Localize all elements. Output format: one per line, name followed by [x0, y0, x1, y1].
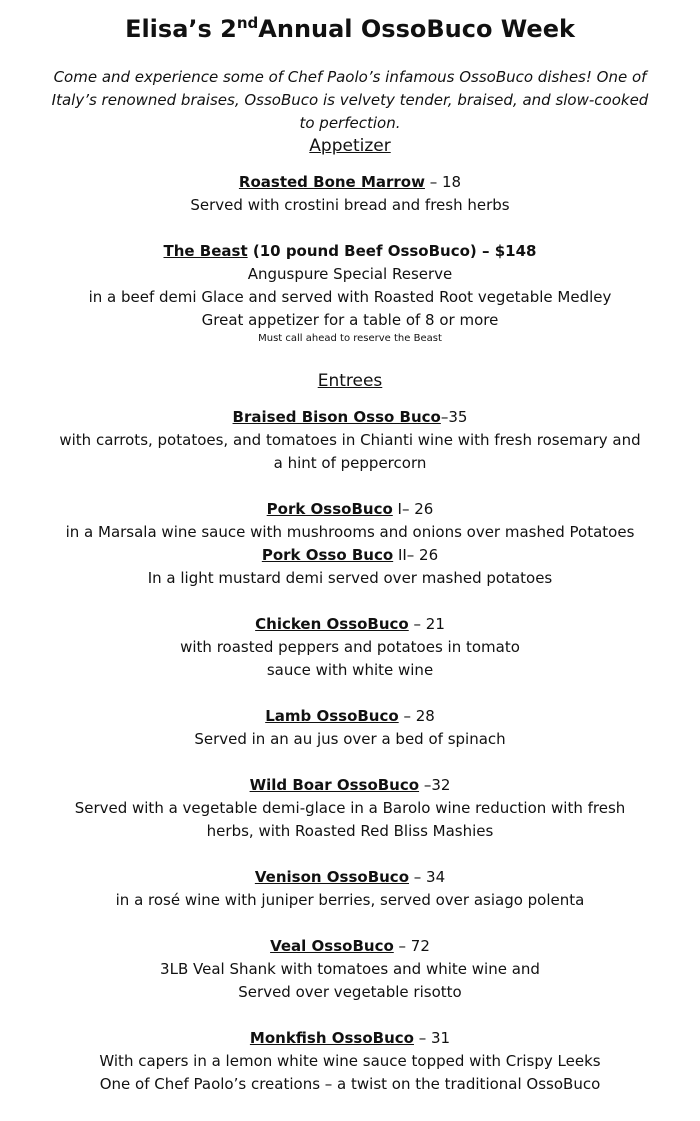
item-description: Great appetizer for a table of 8 or more	[201, 311, 499, 329]
menu-item-veal	[0, 935, 700, 1004]
item-heading	[0, 613, 700, 636]
menu-item-bison	[0, 406, 700, 475]
item-description: Served with a vegetable demi-glace in a Barolo wine reduction with fresh	[74, 799, 626, 817]
item-price: – 31	[413, 1029, 451, 1047]
menu-item-monkfish	[0, 1027, 700, 1096]
menu-item-roasted-bone-marrow	[0, 171, 700, 217]
item-price: – 72	[393, 937, 430, 955]
item-name: Veal OssoBuco	[270, 937, 394, 955]
item-heading	[0, 774, 700, 797]
item-heading	[0, 544, 700, 567]
item-price: (10 pound Beef OssoBuco) – $148	[247, 242, 537, 260]
item-description: sauce with white wine	[266, 661, 434, 679]
item-price: II– 26	[393, 546, 439, 564]
item-name: Pork OssoBuco	[266, 500, 393, 518]
menu-item-lamb	[0, 705, 700, 751]
item-heading	[0, 171, 700, 194]
item-note: Must call ahead to reserve the Beast	[258, 333, 442, 344]
entrees-heading: Entrees	[317, 371, 383, 391]
item-heading	[0, 866, 700, 889]
item-name: Wild Boar OssoBuco	[249, 776, 420, 794]
item-description: in a beef demi Glace and served with Roasted Root vegetable Medley	[88, 288, 612, 306]
item-heading	[0, 935, 700, 958]
item-price: I– 26	[392, 500, 434, 518]
item-price: – 28	[398, 707, 435, 725]
item-price: – 34	[409, 868, 446, 886]
item-description: in a rosé wine with juniper berries, served over asiago polenta	[115, 891, 585, 909]
item-description: a hint of peppercorn	[273, 454, 427, 472]
item-description: Served with crostini bread and fresh herbs	[190, 196, 510, 214]
menu-item-wild-boar	[0, 774, 700, 843]
menu-item-venison	[0, 866, 700, 912]
item-name: Monkfish OssoBuco	[249, 1029, 414, 1047]
item-description: 3LB Veal Shank with tomatoes and white wine and	[160, 960, 540, 978]
appetizer-heading: Appetizer	[309, 136, 391, 156]
item-description: in a Marsala wine sauce with mushrooms and onions over mashed Potatoes	[65, 523, 635, 541]
item-description: Anguspure Special Reserve	[247, 265, 453, 283]
item-name: Venison OssoBuco	[254, 868, 409, 886]
item-description: In a light mustard demi served over mashed potatoes	[147, 569, 553, 587]
item-description: with carrots, potatoes, and tomatoes in Chianti wine with fresh rosemary and	[59, 431, 641, 449]
menu-item-the-beast	[0, 240, 700, 346]
menu-item-chicken	[0, 613, 700, 682]
item-description: With capers in a lemon white wine sauce topped with Crispy Leeks	[99, 1052, 601, 1070]
item-heading	[0, 705, 700, 728]
item-price: – 21	[408, 615, 445, 633]
item-description: Served in an au jus over a bed of spinach	[194, 730, 506, 748]
item-description: herbs, with Roasted Red Bliss Mashies	[206, 822, 494, 840]
intro-text: Come and experience some of Chef Paolo’s infamous OssoBuco dishes! One of Italy’s renowned braises, OssoBuco is velvety tender, braised, and slow-cooked to perfection.	[51, 68, 649, 132]
item-name: Lamb OssoBuco	[265, 707, 399, 725]
item-description: Served over vegetable risotto	[238, 983, 462, 1001]
item-heading	[0, 406, 700, 429]
page-title: Elisa’s 2ndAnnual OssoBuco Week	[125, 14, 575, 43]
item-name: Roasted Bone Marrow	[238, 173, 425, 191]
menu-item-pork	[0, 498, 700, 590]
item-description: with roasted peppers and potatoes in tomato	[180, 638, 520, 656]
item-name: The Beast	[163, 242, 248, 260]
item-description: One of Chef Paolo’s creations – a twist on the traditional OssoBuco	[99, 1075, 601, 1093]
item-price: –35	[440, 408, 468, 426]
item-heading	[0, 1027, 700, 1050]
item-name: Chicken OssoBuco	[255, 615, 409, 633]
item-heading	[0, 240, 700, 263]
item-heading	[0, 498, 700, 521]
item-price: – 18	[424, 173, 462, 191]
item-name: Pork Osso Buco	[261, 546, 394, 564]
item-price: –32	[419, 776, 451, 794]
item-name: Braised Bison Osso Buco	[232, 408, 441, 426]
